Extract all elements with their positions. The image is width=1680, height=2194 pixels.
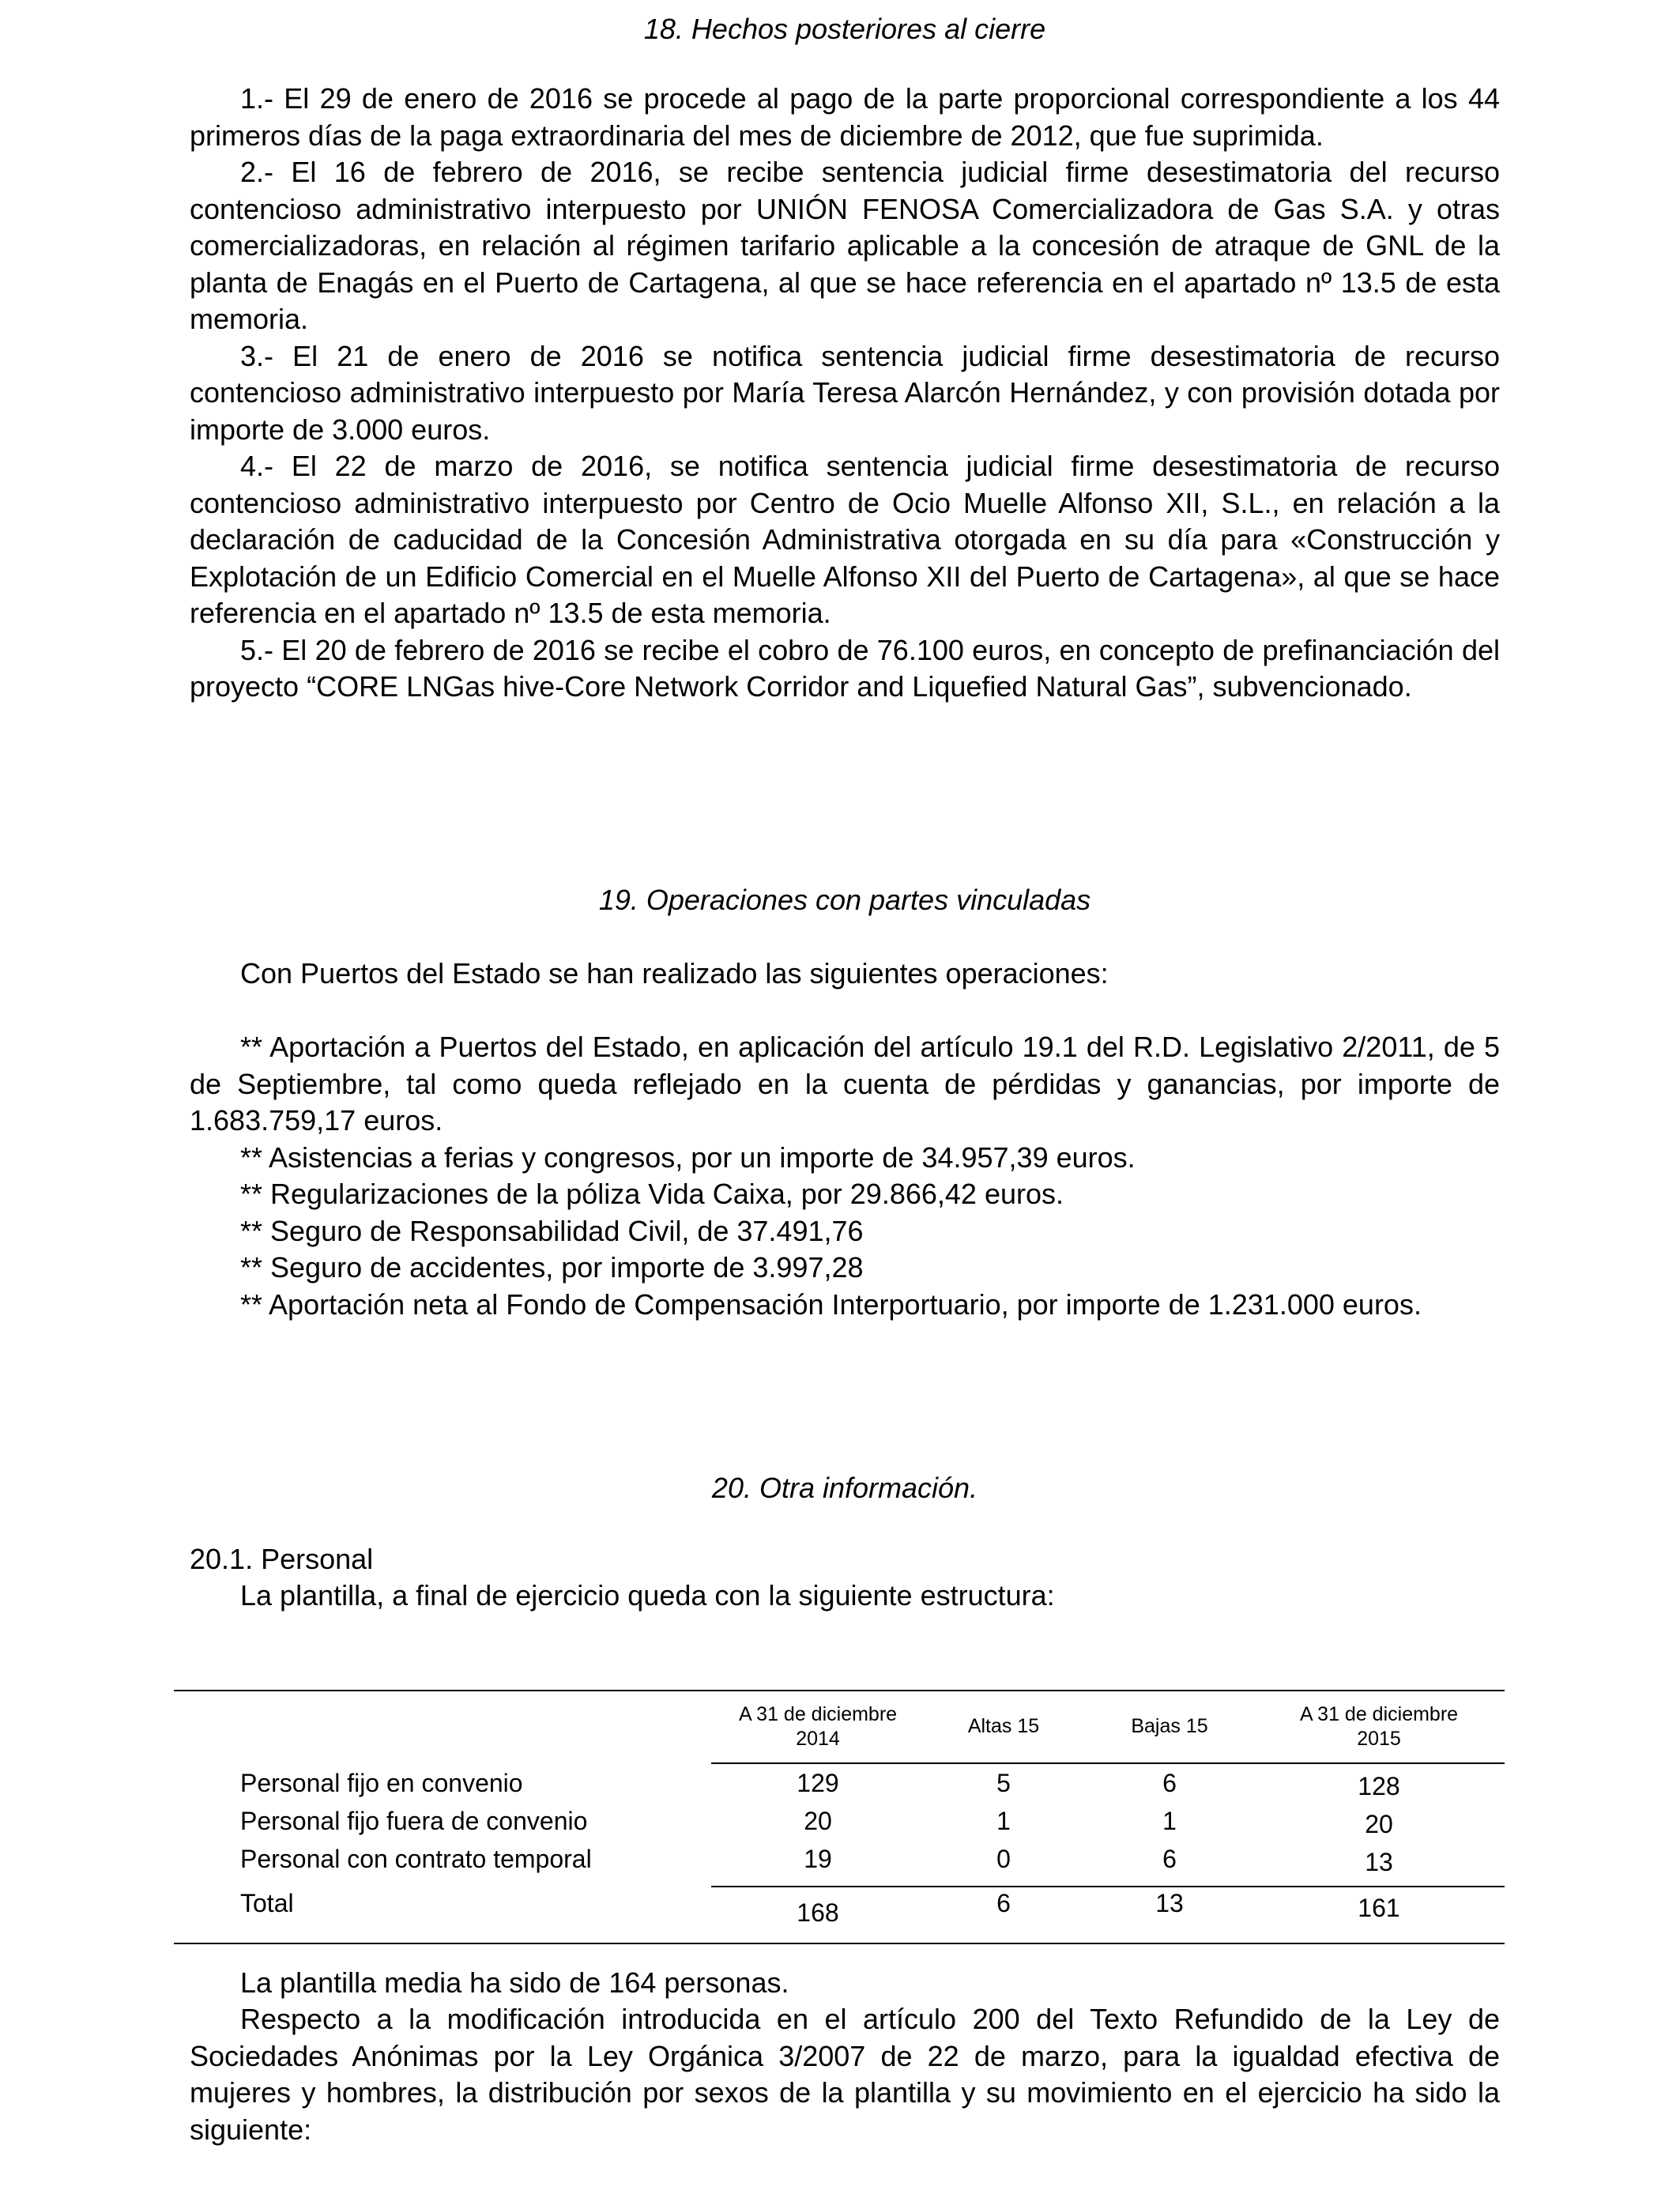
section-18-item-3: 3.- El 21 de enero de 2016 se notifica sentencia judicial firme desestimatoria de recurso contencioso administrativo interpuesto por María Teresa Alarcón Hernández, y con provisión dotada por importe de 3.000 euros.	[190, 339, 1500, 446]
header-dec-2015: A 31 de diciembre 2015	[1299, 1703, 1459, 1750]
section-18-body	[190, 81, 1500, 706]
section-19-item-6: ** Aportación neta al Fondo de Compensación Interportuario, por importe de 1.231.000 euros.	[240, 1287, 1422, 1321]
section-19-item-3: ** Regularizaciones de la póliza Vida Caixa, por 29.866,42 euros.	[240, 1178, 1064, 1210]
header-bajas: Bajas 15	[1131, 1715, 1208, 1737]
total-value: 168	[797, 1898, 839, 1927]
row-value: 128	[1358, 1772, 1400, 1800]
section-20-1-title: 20.1. Personal	[190, 1543, 374, 1575]
section-19-item-1: ** Aportación a Puertos del Estado, en aplicación del artículo 19.1 del R.D. Legislativo 2/2011, de 5 de Septiembre, tal como queda reflejado en la cuenta de pérdidas y ganancias, por importe de 1.683.759,17 euros.	[190, 1031, 1500, 1137]
row-value: 20	[1365, 1810, 1393, 1838]
section-20-title: 20. Otra información.	[711, 1472, 978, 1504]
row-value: 129	[797, 1769, 839, 1797]
table-header-row	[174, 1691, 1505, 1762]
table-row	[174, 1762, 1505, 1804]
plantilla-media: La plantilla media ha sido de 164 personas.	[240, 1966, 789, 1999]
total-value: 13	[1155, 1889, 1184, 1917]
section-19-intro: Con Puertos del Estado se han realizado las siguientes operaciones:	[240, 957, 1109, 990]
row-label: Personal con contrato temporal	[240, 1845, 592, 1873]
table-row	[174, 1804, 1505, 1845]
section-18-title: 18. Hechos posteriores al cierre	[643, 13, 1046, 45]
row-value: 13	[1365, 1848, 1393, 1876]
section-19-body	[190, 1029, 1500, 1323]
table-total-row	[174, 1886, 1505, 1943]
igualdad-paragraph: Respecto a la modificación introducida en el artículo 200 del Texto Refundido de la Ley de Sociedades Anónimas por la Ley Orgánica 3/2007 de 22 de marzo, para la igualdad efectiva de mujeres y hombres, la distribución por sexos de la plantilla y su movimiento en el ejercicio ha sido la siguiente:	[190, 2003, 1500, 2146]
row-value: 19	[804, 1845, 832, 1873]
section-18-item-4: 4.- El 22 de marzo de 2016, se notifica sentencia judicial firme desestimatoria de recurso contencioso administrativo interpuesto por Centro de Ocio Muelle Alfonso XII, S.L., en relación a la declaración de caducidad de la Concesión Administrativa otorgada en su día para «Construcción y Explotación de un Edificio Comercial en el Muelle Alfonso XII del Puerto de Cartagena», al que se hace referencia en el apartado nº 13.5 de esta memoria.	[190, 450, 1500, 629]
section-20-intro: La plantilla, a final de ejercicio queda con la siguiente estructura:	[240, 1579, 1055, 1612]
section-19-item-4: ** Seguro de Responsabilidad Civil, de 37.491,76	[240, 1214, 864, 1247]
row-value: 5	[996, 1769, 1011, 1797]
total-value: 6	[996, 1889, 1011, 1917]
row-label: Personal fijo fuera de convenio	[240, 1807, 588, 1835]
section-19-item-5: ** Seguro de accidentes, por importe de 3.997,28	[240, 1251, 864, 1284]
section-18-item-1: 1.- El 29 de enero de 2016 se procede al pago de la parte proporcional correspondiente a los 44 primeros días de la paga extraordinaria del mes de diciembre de 2012, que fue suprimida.	[190, 82, 1500, 152]
header-altas: Altas 15	[967, 1715, 1040, 1737]
header-dec-2014: A 31 de diciembre 2014	[738, 1703, 898, 1750]
personnel-table	[174, 1690, 1505, 1944]
row-value: 1	[996, 1807, 1011, 1835]
section-18-item-5: 5.- El 20 de febrero de 2016 se recibe el cobro de 76.100 euros, en concepto de prefinanciación del proyecto “CORE LNGas hive-Core Network Corridor and Liquefied Natural Gas”, subvencionado.	[190, 633, 1500, 703]
section-19-title: 19. Operaciones con partes vinculadas	[598, 884, 1091, 916]
section-18-item-2: 2.- El 16 de febrero de 2016, se recibe sentencia judicial firme desestimatoria del recurso contencioso administrativo interpuesto por UNIÓN FENOSA Comercializadora de Gas S.A. y otras comercializadoras, en relación al régimen tarifario aplicable a la concesión de atraque de GNL de la planta de Enagás en el Puerto de Cartagena, al que se hace referencia en el apartado nº 13.5 de esta memoria.	[190, 156, 1500, 335]
total-value: 161	[1358, 1894, 1400, 1922]
row-value: 1	[1162, 1807, 1177, 1835]
row-value: 6	[1162, 1769, 1177, 1797]
row-value: 6	[1162, 1845, 1177, 1873]
table-row	[174, 1845, 1505, 1886]
row-label: Personal fijo en convenio	[240, 1769, 523, 1797]
row-value: 0	[996, 1845, 1011, 1873]
total-label: Total	[240, 1889, 294, 1917]
section-19-item-2: ** Asistencias a ferias y congresos, por un importe de 34.957,39 euros.	[240, 1140, 1136, 1174]
row-value: 20	[804, 1807, 832, 1835]
